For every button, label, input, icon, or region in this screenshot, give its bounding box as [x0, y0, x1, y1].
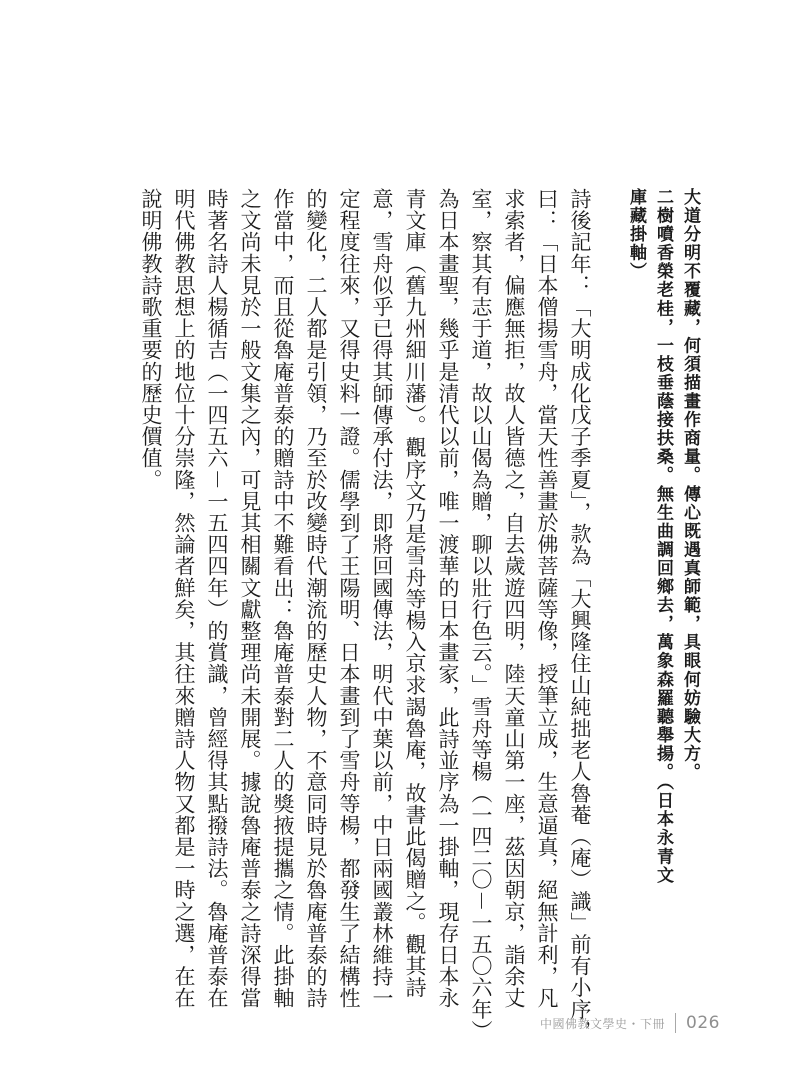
body-line-8: 定程度往來，又得史料一證。儒學到了王陽明、日本畫到了雪舟等楊，都發生了結構性: [337, 188, 361, 1009]
body-line-14: 說明佛教詩歌重要的歷史價值。: [139, 188, 163, 491]
poem-source-note: 庫藏掛軸）: [626, 188, 646, 281]
body-line-12: 時著名詩人楊循吉（一四五六－一五四四年）的賞識，曾經得其點撥詩法。魯庵普泰在: [205, 188, 229, 1009]
page-footer: [540, 1013, 720, 1033]
body-line-11: 之文尚未見於一般文集之內，可見其相關文獻整理尚未開展。據說魯庵普泰之詩深得當: [238, 188, 262, 1009]
body-line-4: 室，察其有志于道，故以山偈為贈，聊以壯行色云。」雪舟等楊（一四二〇－一五〇六年）: [469, 188, 493, 1042]
body-line-6: 青文庫（舊九州細川藩）。觀序文乃是雪舟等楊入京求謁魯庵，故書此偈贈之。觀其詩: [403, 188, 427, 999]
body-line-10: 作當中，而且從魯庵普泰的贈詩中不難看出：魯庵普泰對二人的獎掖提攜之情。此掛軸: [271, 188, 295, 1009]
footer-divider: [675, 1013, 676, 1033]
poem-line-2: 二樹噴香榮老桂，一枝垂蔭接扶桑。無生曲調回鄉去，萬象森羅聽舉揚。（日本永青文: [653, 188, 673, 885]
running-title: 中國佛教文學史・下冊: [540, 1016, 666, 1031]
body-line-3: 求索者，偏應無拒，故人皆德之，自去歲遊四明，陸天童山第一座，茲因朝京，詣余丈: [502, 188, 526, 1009]
poem-line-1: 大道分明不覆藏，何須描畫作商量。傳心既遇真師範，具眼何妨驗大方。: [680, 188, 700, 782]
body-line-9: 的變化，二人都是引領，乃至於改變時代潮流的歷史人物，不意同時見於魯庵普泰的詩: [304, 188, 328, 1009]
body-line-1: 詩後記年：「大明成化戊子季夏」，款為「大興隆住山純拙老人魯菴（庵）識」前有小序，: [568, 188, 592, 1042]
body-line-2: 曰：「日本僧揚雪舟，當天性善畫於佛菩薩等像，授筆立成，生意逼真，絕無計利，凡: [535, 188, 559, 1009]
body-line-5: 為日本畫聖，幾乎是清代以前，唯一渡華的日本畫家，此詩並序為一掛軸，現存日本永: [436, 188, 460, 1009]
body-line-13: 明代佛教思想上的地位十分崇隆，然論者鮮矣，其往來贈詩人物又都是一時之選，在在: [172, 188, 196, 1009]
page-number: 026: [686, 1013, 720, 1033]
body-line-7: 意，雪舟似乎已得其師傳承付法，即將回國傳法，明代中葉以前，中日兩國叢林維持一: [370, 188, 394, 1009]
